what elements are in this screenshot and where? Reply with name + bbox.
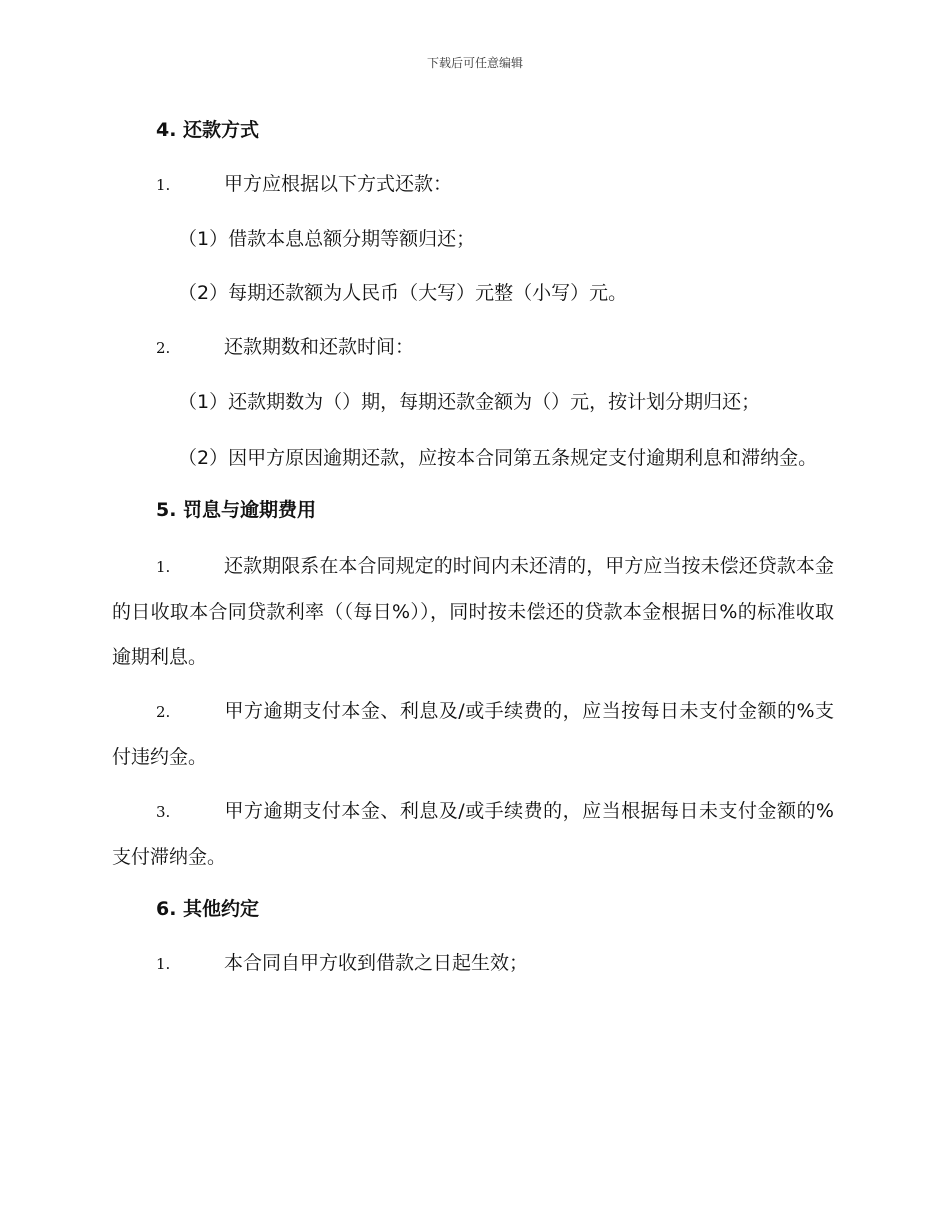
section-4-item-1-sub-2: （2）每期还款额为人民币（大写）元整（小写）元。 (178, 282, 628, 304)
section-4-item-2-sub-2: （2）因甲方原因逾期还款，应按本合同第五条规定支付逾期利息和滞纳金。 (178, 447, 818, 469)
section-5-item-1 (112, 544, 834, 680)
section-4-item-2 (112, 327, 834, 368)
item-text: 甲方应根据以下方式还款： (224, 173, 453, 195)
section-6-item-1 (112, 943, 834, 984)
document-body (112, 110, 834, 998)
item-number: 1. (156, 176, 171, 194)
section-4-item-2-sub-1: （1）还款期数为（）期，每期还款金额为（）元，按计划分期归还； (178, 391, 761, 413)
item-text: 还款期限系在本合同规定的时间内未还清的，甲方应当按未偿还贷款本金的日收取本合同贷款利率（（每日%）），同时按未偿还的贷款本金根据日%的标准收取逾期利息。 (112, 555, 834, 668)
item-number: 3. (156, 803, 171, 821)
section-5-item-2 (112, 689, 834, 780)
header-note: 下载后可任意编辑 (426, 56, 523, 70)
item-number: 2. (156, 339, 171, 357)
section-6-heading: 6. 其他约定 (156, 898, 260, 920)
item-text: 甲方逾期支付本金、利息及/或手续费的，应当按每日未支付金额的%支付违约金。 (112, 700, 834, 768)
item-number: 2. (156, 703, 171, 721)
section-5-heading: 5. 罚息与逾期费用 (156, 499, 317, 521)
section-4-heading: 4. 还款方式 (156, 119, 260, 141)
item-text: 甲方逾期支付本金、利息及/或手续费的，应当根据每日未支付金额的%支付滞纳金。 (112, 800, 834, 868)
item-number: 1. (156, 955, 171, 973)
section-5-item-3 (112, 789, 834, 880)
item-number: 1. (156, 558, 171, 576)
item-text: 还款期数和还款时间： (224, 336, 415, 358)
section-4-item-1 (112, 164, 834, 205)
section-4-item-1-sub-1: （1）借款本息总额分期等额归还； (178, 228, 476, 250)
item-text: 本合同自甲方收到借款之日起生效； (224, 952, 529, 974)
